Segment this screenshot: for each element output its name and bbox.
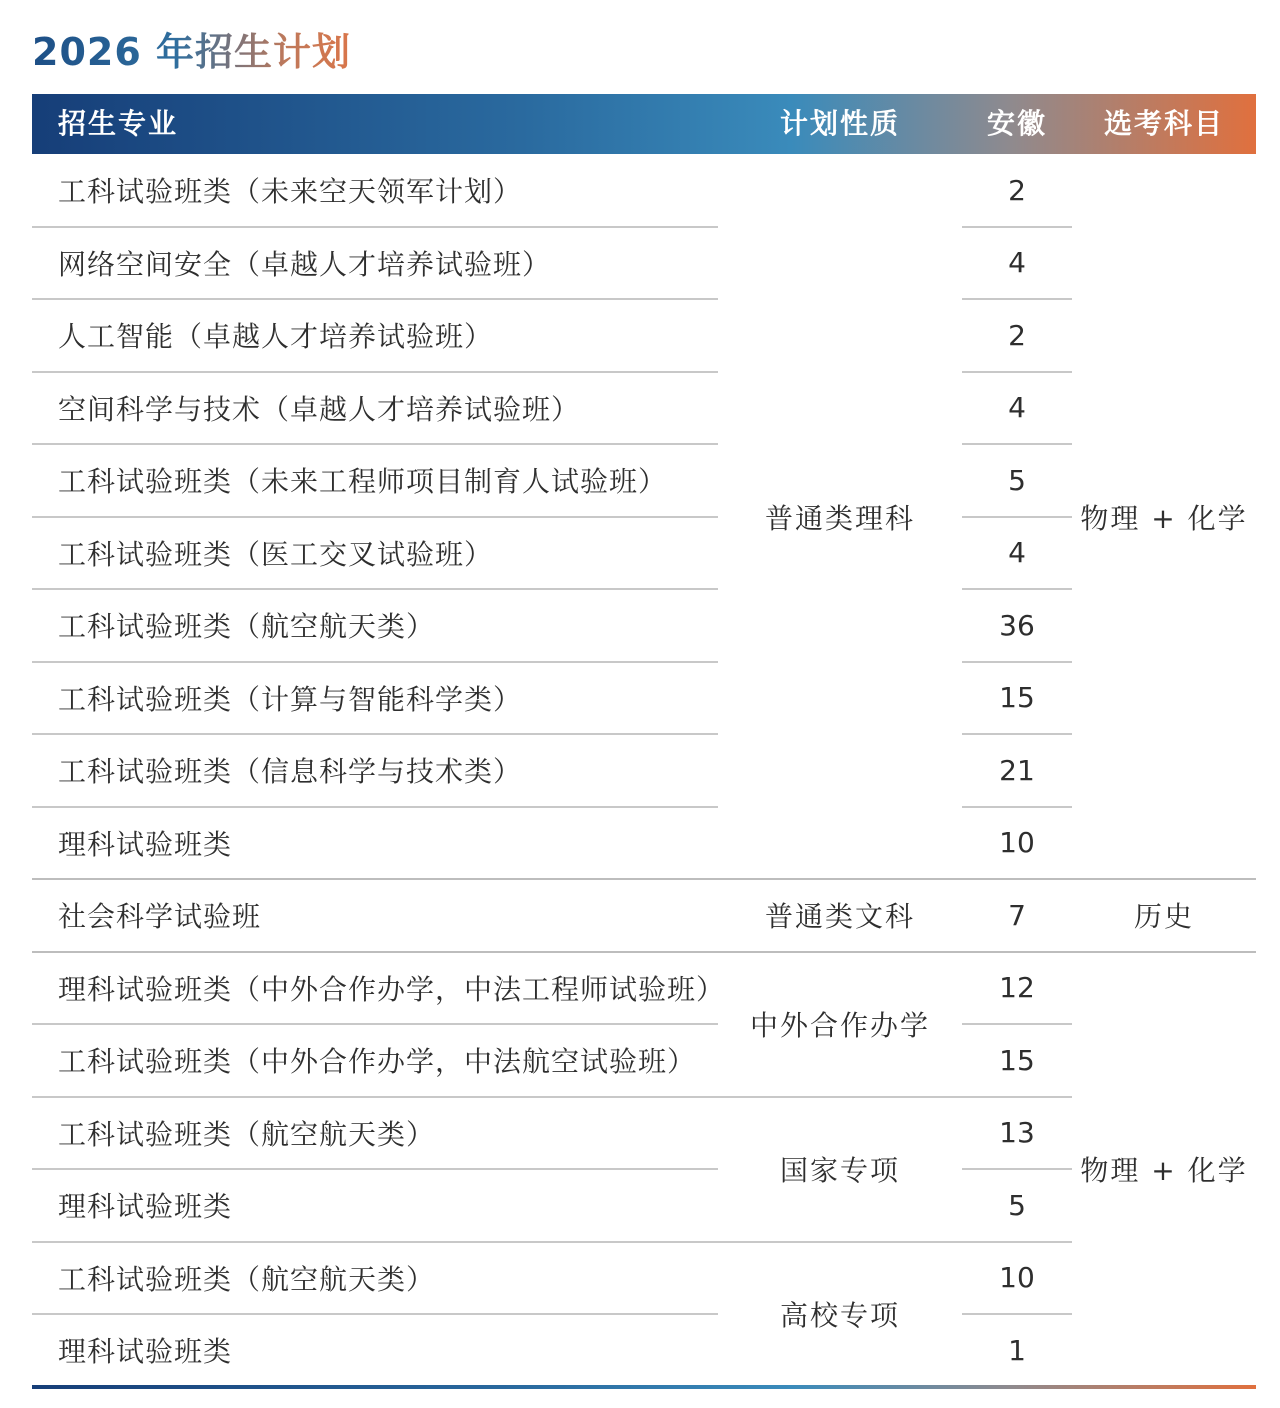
major-name: 网络空间安全（卓越人才培养试验班） xyxy=(58,247,552,281)
table-header xyxy=(32,94,1256,154)
plan-count: 5 xyxy=(1008,463,1026,497)
plan-count: 4 xyxy=(1008,246,1026,280)
row-divider xyxy=(32,661,718,663)
header-province: 安徽 xyxy=(986,107,1047,140)
row-divider xyxy=(962,1168,1072,1170)
row-divider xyxy=(32,298,718,300)
row-divider xyxy=(32,226,718,228)
row-divider xyxy=(962,733,1072,735)
plan-count: 1 xyxy=(1008,1333,1026,1367)
elective-subjects: 物理 + 化学 xyxy=(1080,501,1248,535)
footer-divider xyxy=(32,1385,1256,1389)
plan-count: 13 xyxy=(999,1116,1035,1150)
plan-nature: 普通类文科 xyxy=(764,900,915,934)
row-divider xyxy=(32,1096,1072,1098)
plan-nature: 国家专项 xyxy=(779,1154,900,1187)
plan-count: 10 xyxy=(999,826,1035,860)
major-name: 理科试验班类 xyxy=(58,1190,233,1224)
major-name: 理科试验班类（中外合作办学，中法工程师试验班） xyxy=(58,972,726,1006)
row-divider xyxy=(32,733,718,735)
row-divider xyxy=(962,661,1072,663)
plan-nature: 中外合作办学 xyxy=(749,1009,930,1042)
major-name: 理科试验班类 xyxy=(58,827,233,861)
major-name: 工科试验班类（航空航天类） xyxy=(58,1117,436,1151)
header-major: 招生专业 xyxy=(58,107,179,140)
elective-subjects: 物理 + 化学 xyxy=(1080,1154,1248,1187)
plan-nature: 高校专项 xyxy=(779,1299,900,1332)
plan-count: 36 xyxy=(999,608,1035,642)
row-divider xyxy=(32,516,718,518)
row-divider xyxy=(32,588,718,590)
plan-count: 2 xyxy=(1008,318,1026,352)
row-divider xyxy=(32,1023,718,1025)
header-plan-nature: 计划性质 xyxy=(779,107,900,140)
major-name: 工科试验班类（信息科学与技术类） xyxy=(58,755,523,789)
major-name: 工科试验班类（医工交叉试验班） xyxy=(58,537,494,571)
plan-count: 12 xyxy=(999,971,1035,1005)
elective-subjects: 历史 xyxy=(1133,900,1194,934)
row-divider xyxy=(32,443,718,445)
major-name: 工科试验班类（中外合作办学，中法航空试验班） xyxy=(58,1045,697,1079)
row-divider xyxy=(32,371,718,373)
header-subject: 选考科目 xyxy=(1103,107,1224,140)
row-divider xyxy=(962,1023,1072,1025)
row-divider xyxy=(32,951,1256,953)
plan-count: 5 xyxy=(1008,1188,1026,1222)
row-divider xyxy=(962,371,1072,373)
page-title: 2026 年招生计划 xyxy=(32,24,351,80)
plan-nature: 普通类理科 xyxy=(764,501,915,535)
row-divider xyxy=(962,588,1072,590)
major-name: 工科试验班类（航空航天类） xyxy=(58,610,436,644)
row-divider xyxy=(962,298,1072,300)
row-divider xyxy=(962,806,1072,808)
plan-count: 10 xyxy=(999,1261,1035,1295)
major-name: 社会科学试验班 xyxy=(58,900,262,934)
row-divider xyxy=(962,516,1072,518)
row-divider xyxy=(32,1168,718,1170)
row-divider xyxy=(32,1313,718,1315)
enrollment-table xyxy=(32,154,1256,1386)
major-name: 工科试验班类（计算与智能科学类） xyxy=(58,682,523,716)
major-name: 人工智能（卓越人才培养试验班） xyxy=(58,320,494,354)
major-name: 工科试验班类（未来工程师项目制育人试验班） xyxy=(58,465,668,499)
major-name: 空间科学与技术（卓越人才培养试验班） xyxy=(58,392,581,426)
row-divider xyxy=(962,1313,1072,1315)
plan-count: 7 xyxy=(1008,898,1026,932)
major-name: 理科试验班类 xyxy=(58,1335,233,1369)
plan-count: 21 xyxy=(999,753,1035,787)
plan-count: 2 xyxy=(1008,173,1026,207)
row-divider xyxy=(32,878,1256,880)
row-divider xyxy=(962,226,1072,228)
row-divider xyxy=(32,806,718,808)
row-divider xyxy=(32,1241,1072,1243)
plan-count: 15 xyxy=(999,1043,1035,1077)
major-name: 工科试验班类（航空航天类） xyxy=(58,1262,436,1296)
major-name: 工科试验班类（未来空天领军计划） xyxy=(58,175,523,209)
plan-count: 4 xyxy=(1008,536,1026,570)
plan-count: 4 xyxy=(1008,391,1026,425)
row-divider xyxy=(962,443,1072,445)
plan-count: 15 xyxy=(999,681,1035,715)
